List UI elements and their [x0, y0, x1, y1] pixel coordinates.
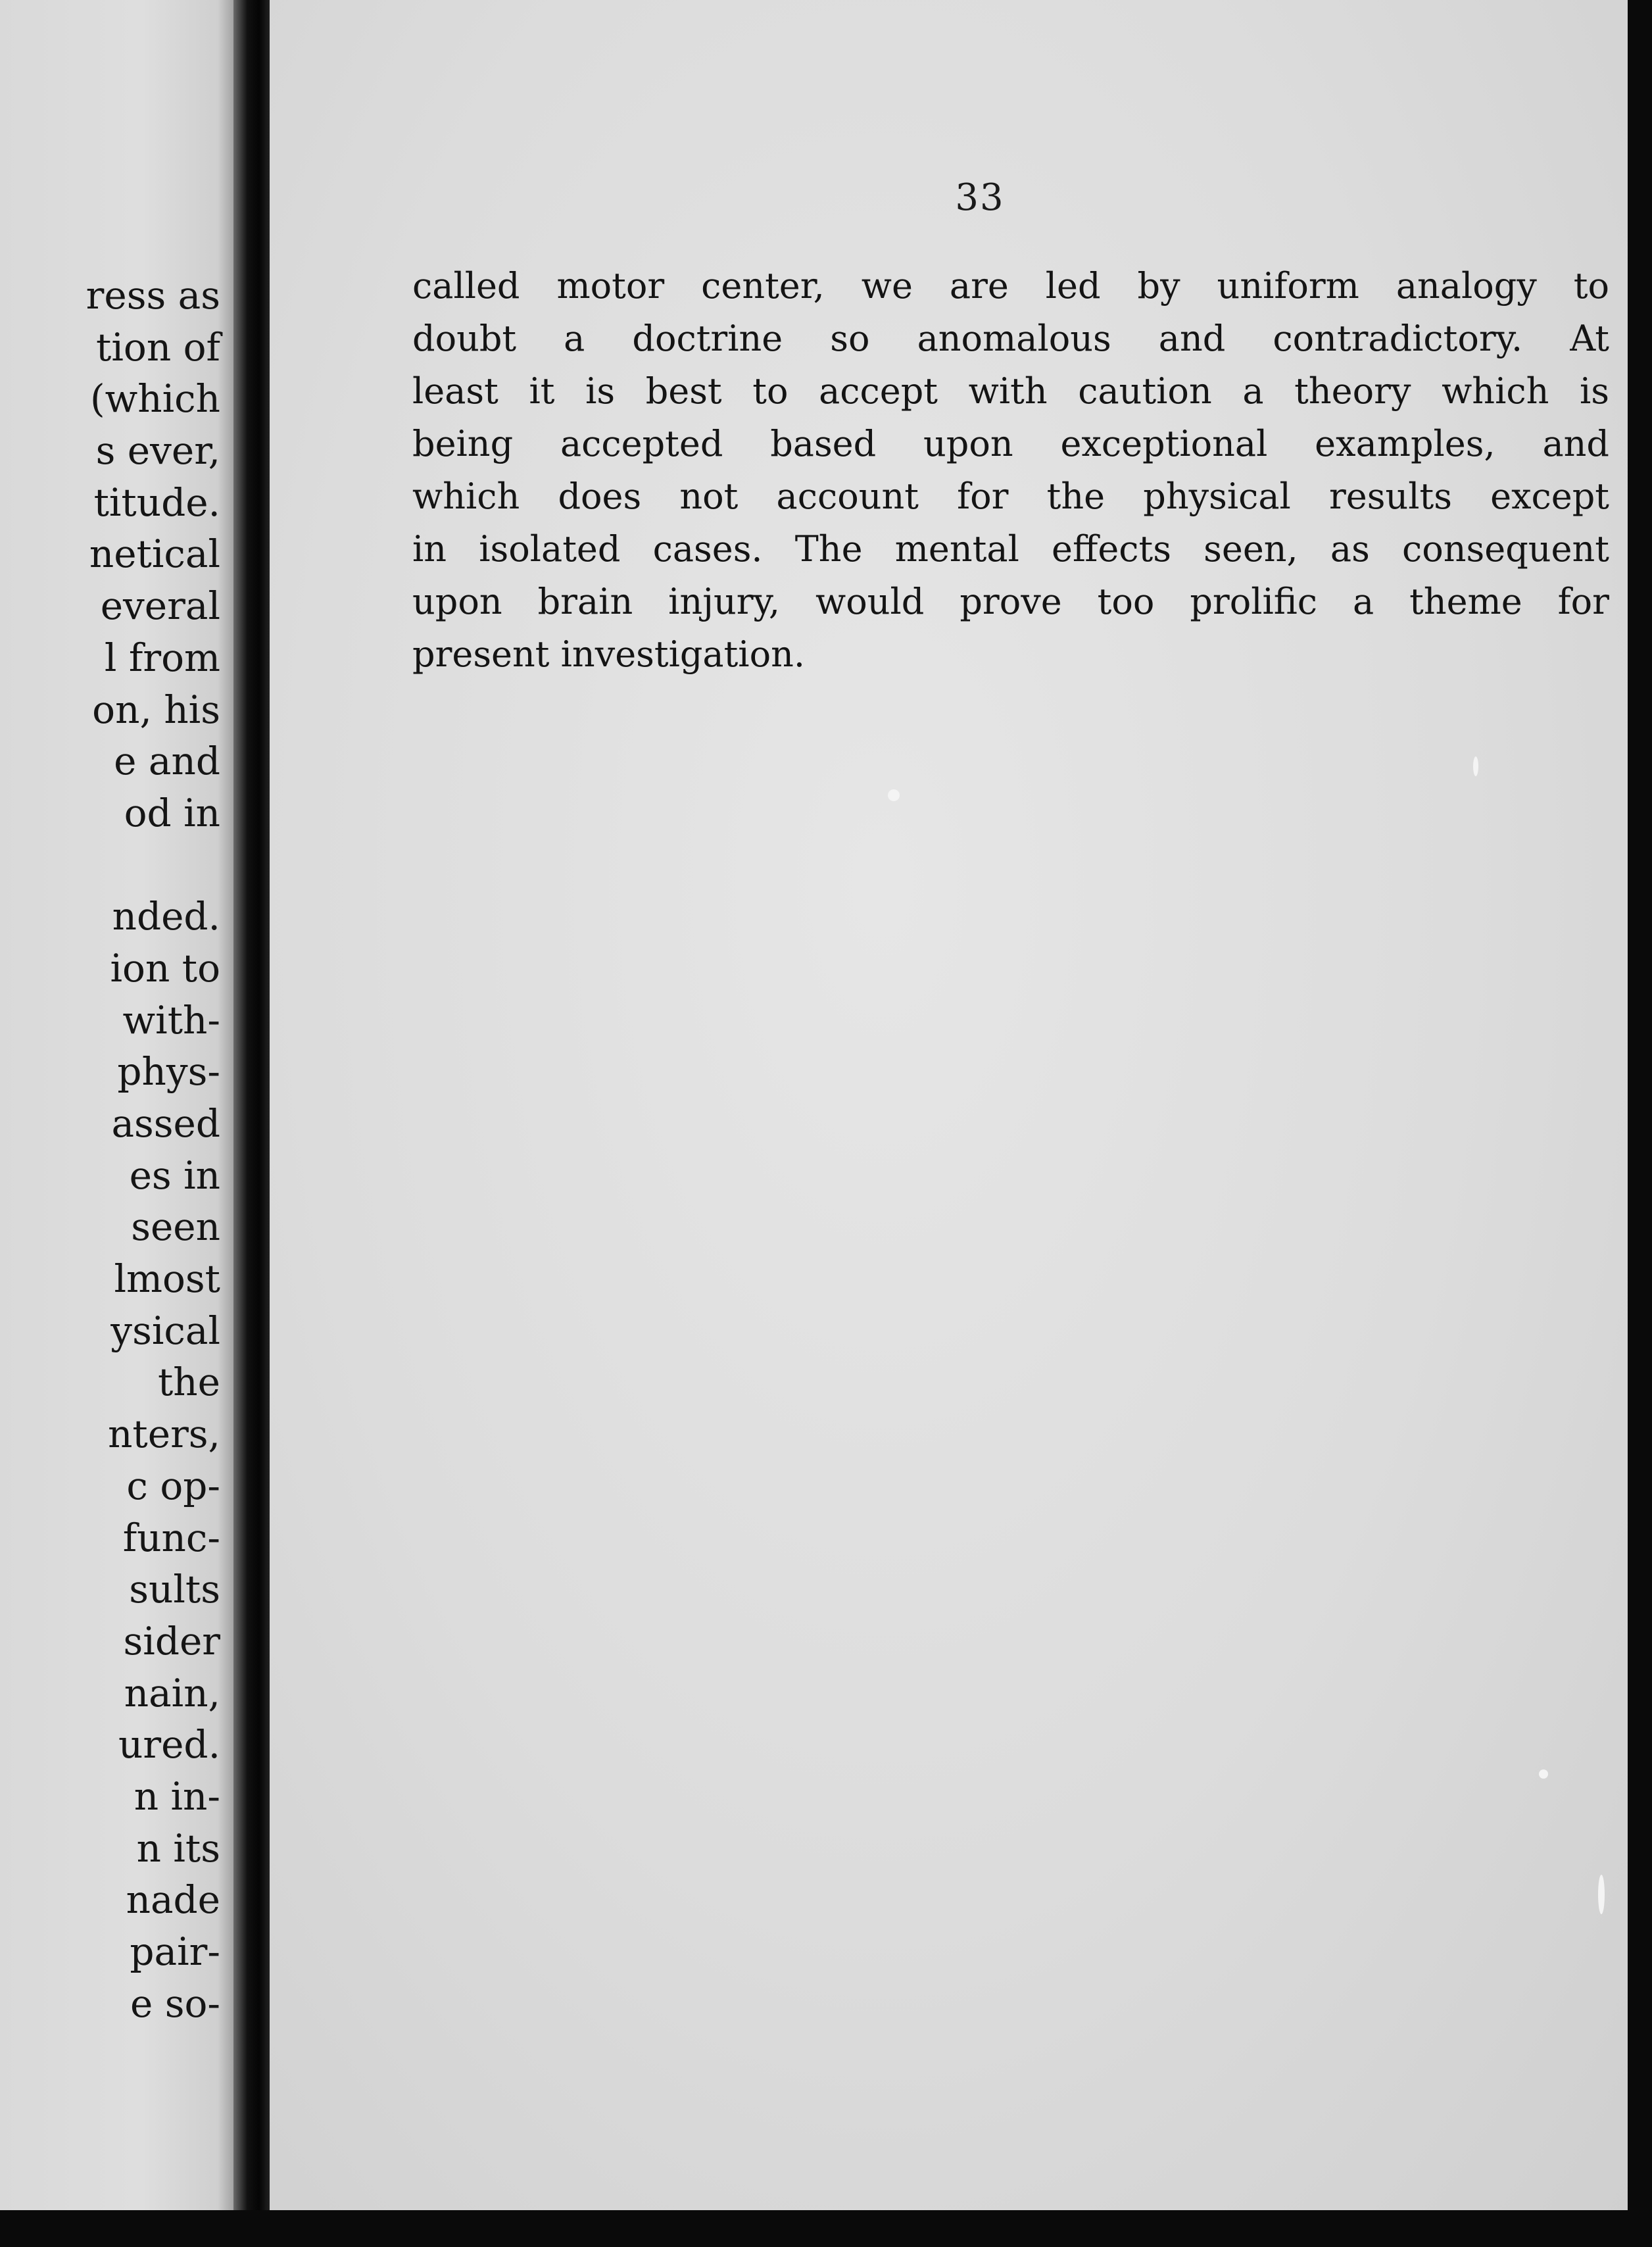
scan-border-bottom — [0, 2210, 1652, 2247]
text-line: doubt a doctrine so anomalous and contradictory. At — [412, 318, 1609, 359]
paper-speck — [888, 789, 900, 801]
paragraph — [412, 260, 1609, 681]
facing-text-line: nters, — [108, 1412, 220, 1457]
facing-text-line: phys- — [117, 1049, 220, 1095]
facing-text-line: ured. — [118, 1722, 220, 1767]
text-line: upon brain injury, would prove too prolific a theme for — [412, 581, 1609, 622]
facing-text-line: l from — [104, 635, 220, 680]
facing-text-line: sider — [123, 1618, 220, 1664]
facing-text-line: e and — [114, 739, 220, 784]
facing-text-line: the — [158, 1360, 220, 1405]
paper-speck — [1539, 1769, 1548, 1779]
facing-text-line: assed — [111, 1101, 220, 1146]
page-number: 33 — [955, 176, 1005, 219]
facing-text-line: n in- — [134, 1773, 220, 1819]
text-line: in isolated cases. The mental effects seen, as consequent — [412, 528, 1609, 570]
facing-text-line: nade — [126, 1877, 220, 1923]
facing-text-line: n its — [136, 1825, 220, 1871]
scan-border-right — [1628, 0, 1652, 2247]
facing-text-line: es in — [129, 1152, 220, 1198]
facing-text-line: (which — [89, 376, 220, 422]
facing-text-line: ysical — [110, 1308, 220, 1353]
facing-text-line: seen — [131, 1204, 220, 1250]
facing-text-line: func- — [122, 1515, 220, 1560]
text-line: called motor center, we are led by uniform analogy to — [412, 265, 1609, 307]
facing-text-line: s ever, — [95, 428, 220, 474]
facing-text-line: nain, — [124, 1670, 220, 1716]
facing-text-line: ress as — [85, 273, 220, 318]
facing-text-line: ion to — [110, 945, 220, 991]
facing-text-line: nded. — [112, 894, 220, 939]
paper-speck — [1598, 1875, 1605, 1914]
facing-text-line: everal — [100, 583, 220, 629]
facing-text-line — [0, 839, 220, 891]
facing-text-line: e so- — [130, 1981, 220, 2026]
facing-text-line: c op- — [126, 1463, 220, 1508]
facing-text-line: od in — [124, 790, 220, 835]
facing-text-line: tion of — [96, 324, 220, 370]
paper-speck — [1473, 756, 1478, 776]
facing-text-line: pair- — [130, 1929, 220, 1974]
facing-text-line: on, his — [92, 687, 220, 732]
facing-page-text — [0, 270, 220, 2029]
facing-text-line: netical — [89, 531, 220, 577]
text-line: being accepted based upon exceptional examples, and — [412, 423, 1609, 464]
text-line: which does not account for the physical results except — [412, 476, 1609, 517]
book-gutter — [233, 0, 273, 2247]
text-line: least it is best to accept with caution a theory which is — [412, 370, 1609, 412]
facing-text-line: sults — [129, 1567, 220, 1612]
facing-text-line: with- — [122, 997, 220, 1043]
page — [270, 0, 1631, 2210]
facing-page-fragment — [0, 0, 237, 2217]
facing-text-line: titude. — [93, 480, 220, 525]
text-line: present investigation. — [412, 633, 806, 675]
facing-text-line: lmost — [114, 1256, 220, 1302]
